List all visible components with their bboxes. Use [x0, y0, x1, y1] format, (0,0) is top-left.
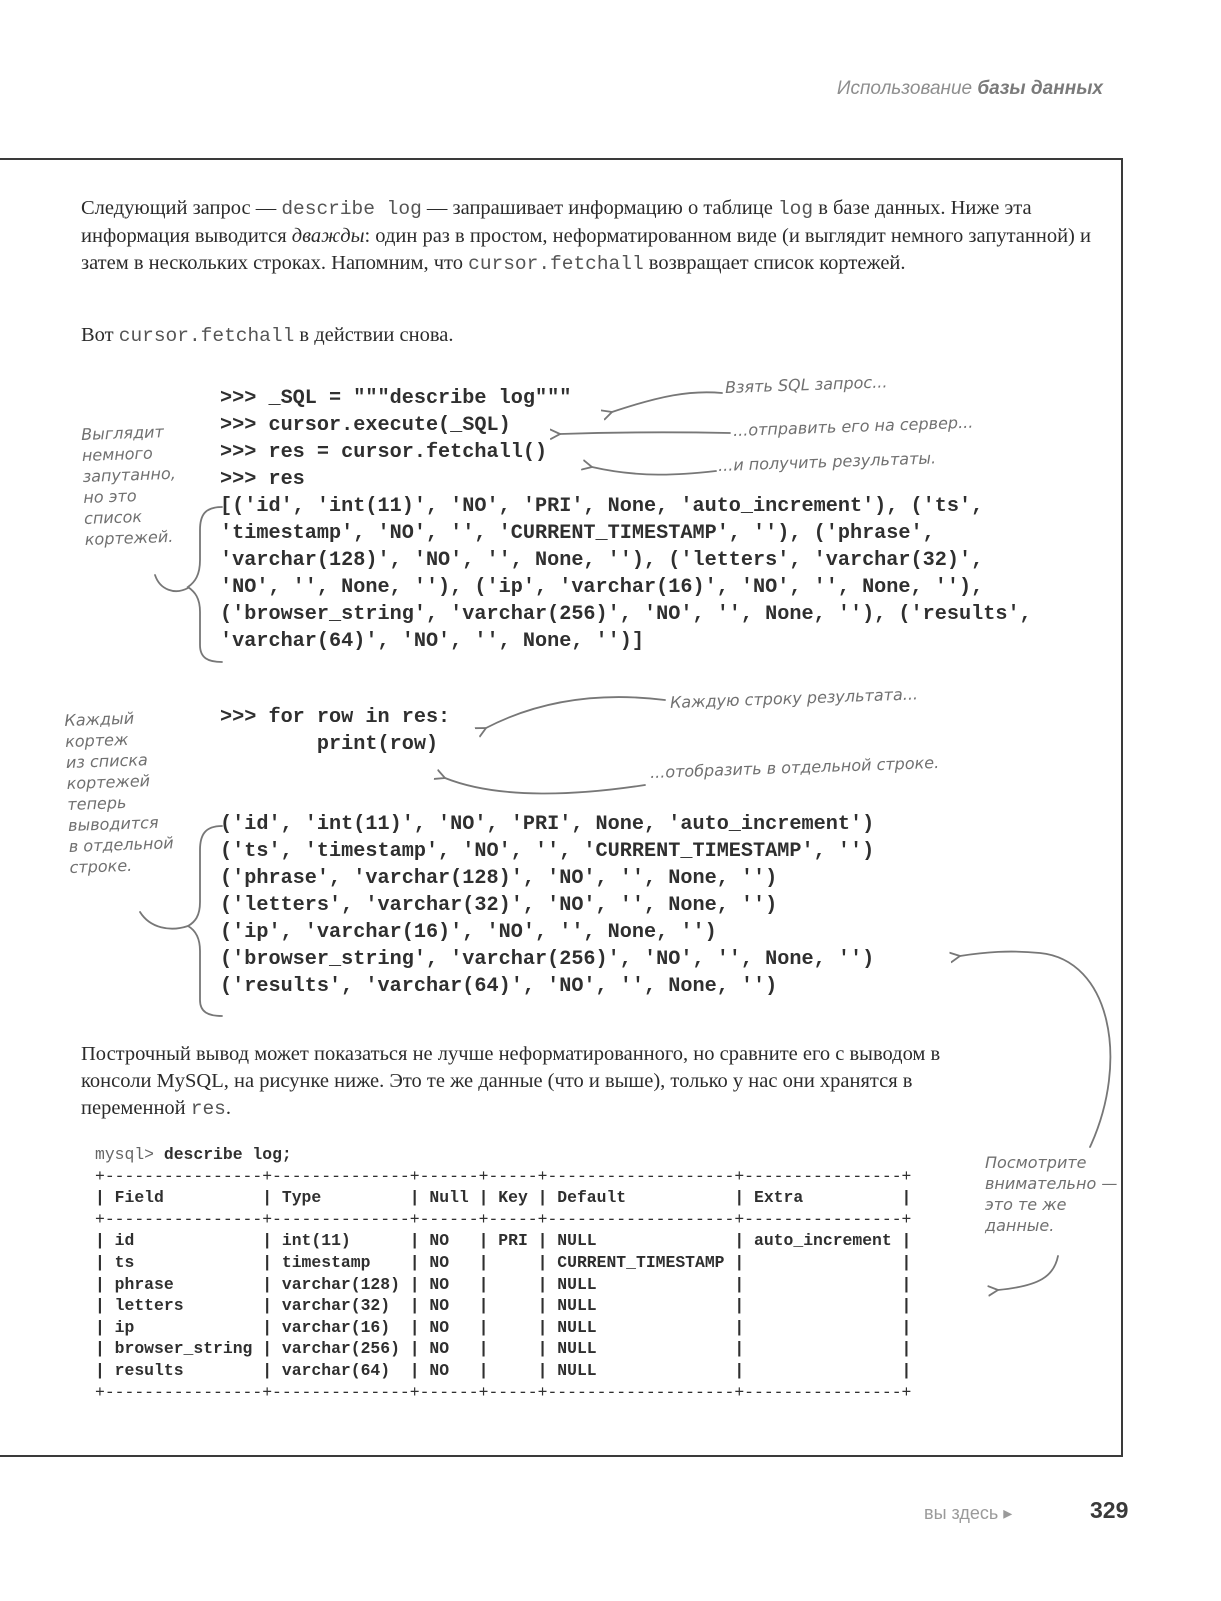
brace-first-output	[188, 507, 222, 662]
table-row: | id | int(11) | NO | PRI | NULL | auto_increment |	[95, 1231, 912, 1251]
code-line: >>> _SQL = """describe log"""	[220, 387, 572, 410]
inline-code: log	[777, 198, 814, 220]
text: .	[225, 1097, 232, 1119]
mysql-prompt: mysql>	[95, 1145, 155, 1164]
arrow-confusing	[155, 575, 188, 591]
table-border: +----------------+--------------+------+-----+-------------------+----------------+	[95, 1209, 912, 1229]
code-line: >>> res = cursor.fetchall()	[220, 441, 548, 464]
arrow-look-down	[998, 1256, 1058, 1290]
arrow-get	[592, 467, 716, 475]
header-bold: базы данных	[977, 78, 1103, 99]
table-border: +----------------+--------------+------+-----+-------------------+----------------+	[95, 1166, 912, 1186]
inline-code: cursor.fetchall	[468, 253, 644, 275]
code-line: print(row)	[220, 733, 439, 756]
footer-you-are-here: вы здесь ▸	[924, 1503, 1013, 1523]
arrow-each-tuple	[140, 912, 188, 929]
text: : один раз в простом, неформатированном виде (и выглядит немного запутанной) и затем в нескольких строках. Напомним, что	[81, 225, 1091, 274]
output-line: ('ts', 'timestamp', 'NO', '', 'CURRENT_TIMESTAMP', '')	[220, 840, 875, 863]
table-border: +----------------+--------------+------+-----+-------------------+----------------+	[95, 1382, 912, 1402]
arrow-take-sql	[612, 392, 722, 412]
output-line: [('id', 'int(11)', 'NO', 'PRI', None, 'auto_increment'), ('ts',	[220, 495, 984, 518]
mysql-command: describe log;	[163, 1145, 292, 1164]
page-number: 329	[1090, 1497, 1129, 1523]
inline-code: res	[190, 1098, 226, 1120]
text: — запрашивает информацию о таблице	[421, 197, 778, 219]
arrow-look-up	[960, 952, 1110, 1147]
table-header: | Field | Type | Null | Key | Default | Extra |	[95, 1188, 912, 1208]
text: Следующий запрос —	[81, 197, 282, 219]
arrow-display	[445, 778, 645, 794]
note-get: ...и получить результаты.	[717, 448, 937, 475]
table-row: | ip | varchar(16) | NO | | NULL | |	[95, 1317, 912, 1337]
output-line: ('letters', 'varchar(32)', 'NO', '', None, '')	[220, 894, 778, 917]
note-send: ...отправить его на сервер...	[732, 412, 974, 440]
output-line: ('ip', 'varchar(16)', 'NO', '', None, '')	[220, 921, 717, 944]
text: в действии снова.	[294, 324, 454, 346]
note-display: ...отобразить в отдельной строке.	[649, 752, 940, 782]
header-prefix: Использование	[836, 78, 973, 99]
output-line: 'varchar(64)', 'NO', '', None, '')]	[220, 630, 645, 653]
text: Вот	[81, 324, 119, 346]
output-line: 'timestamp', 'NO', '', 'CURRENT_TIMESTAMP', ''), ('phrase',	[220, 522, 935, 545]
output-line: ('browser_string', 'varchar(256)', 'NO', '', None, '')	[220, 948, 875, 971]
note-each-row: Каждую строку результата...	[669, 684, 919, 712]
inline-code: cursor.fetchall	[118, 325, 295, 347]
arrow-send	[560, 432, 730, 434]
table-row: | results | varchar(64) | NO | | NULL | |	[95, 1360, 912, 1380]
output-line: 'NO', '', None, ''), ('ip', 'varchar(16)', 'NO', '', None, ''),	[220, 576, 984, 599]
text: Построчный вывод может показаться не лучше неформатированного, но сравните его с выводом в консоли MySQL, на рисунке ниже. Это те же данные (что и выше), только у нас они хранятся в переменной	[81, 1043, 941, 1119]
note-take-sql: Взять SQL запрос...	[724, 372, 888, 397]
inline-code: describe log	[281, 198, 422, 220]
table-row: | phrase | varchar(128) | NO | | NULL | |	[95, 1274, 912, 1294]
table-row: | ts | timestamp | NO | | CURRENT_TIMESTAMP | |	[95, 1252, 912, 1272]
code-line: >>> cursor.execute(_SQL)	[220, 414, 511, 437]
code-line: >>> for row in res:	[220, 706, 451, 729]
output-line: ('browser_string', 'varchar(256)', 'NO', '', None, ''), ('results',	[220, 603, 1032, 626]
arrow-each-row	[486, 697, 665, 728]
text: возвращает список кортежей.	[643, 252, 906, 274]
brace-second-output	[188, 826, 222, 1016]
emphasis: дважды	[291, 225, 365, 247]
table-row: | letters | varchar(32) | NO | | NULL | |	[95, 1296, 912, 1316]
output-line: 'varchar(128)', 'NO', '', None, ''), ('letters', 'varchar(32)',	[220, 549, 984, 572]
note-look: Посмотрите внимательно — это те же данные.	[985, 1153, 1118, 1235]
output-line: ('phrase', 'varchar(128)', 'NO', '', None, '')	[220, 867, 778, 890]
code-line: >>> res	[220, 468, 305, 491]
output-line: ('results', 'varchar(64)', 'NO', '', None, '')	[220, 975, 778, 998]
table-row: | browser_string | varchar(256) | NO | | NULL | |	[95, 1339, 912, 1359]
note-each-tuple: Каждый кортеж из списка кортежей теперь выводится в отдельной строке.	[64, 708, 174, 877]
note-confusing: Выглядит немного запутанно, но это список кортежей.	[80, 422, 177, 549]
text: в базе данных. Ниже эта информация выводится	[81, 197, 1032, 247]
output-line: ('id', 'int(11)', 'NO', 'PRI', None, 'auto_increment')	[220, 813, 875, 836]
